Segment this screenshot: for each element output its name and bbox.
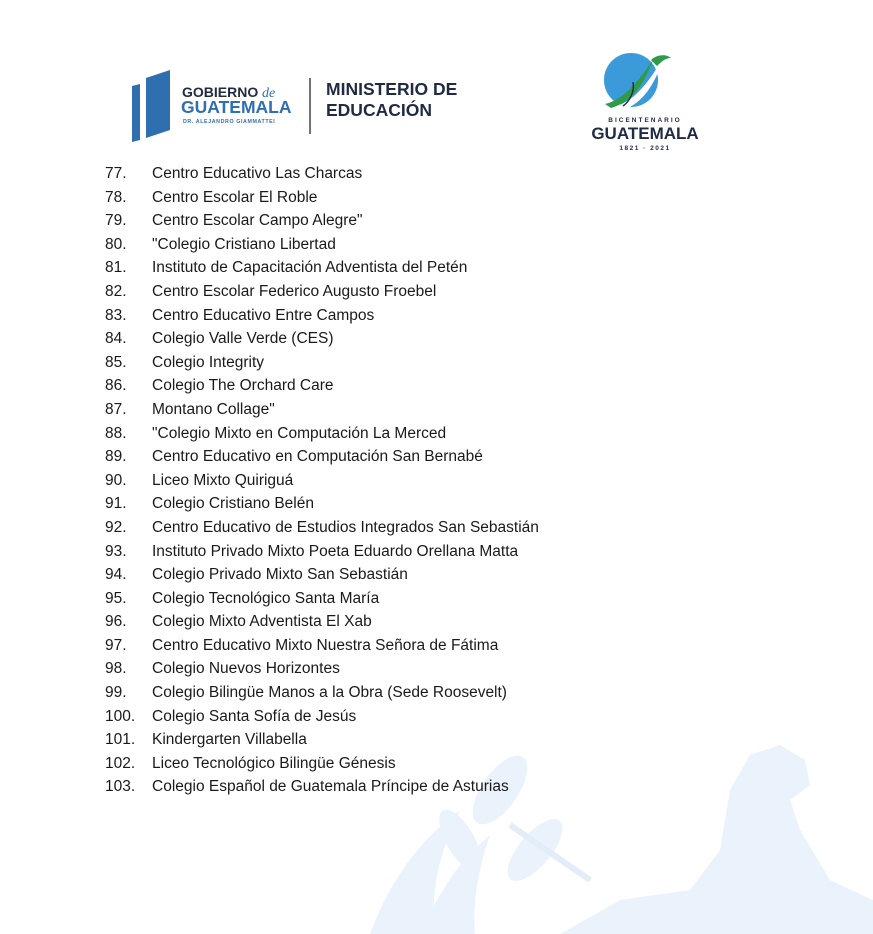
list-item-name: Colegio Privado Mixto San Sebastián bbox=[152, 566, 408, 584]
list-item-number: 85. bbox=[105, 353, 127, 371]
list-item-number: 103. bbox=[105, 778, 136, 796]
list-item-name: Liceo Tecnológico Bilingüe Génesis bbox=[152, 754, 396, 772]
list-item-number: 97. bbox=[105, 636, 127, 654]
list-item-name: Liceo Mixto Quiriguá bbox=[152, 471, 294, 489]
list-item bbox=[0, 469, 873, 493]
list-item-name: Centro Escolar El Roble bbox=[152, 188, 318, 206]
bicentenario-label: BICENTENARIO bbox=[608, 117, 682, 124]
list-item bbox=[0, 563, 873, 587]
list-item bbox=[0, 752, 873, 776]
list-item-name: Instituto Privado Mixto Poeta Eduardo Orellana Matta bbox=[152, 542, 519, 560]
list-item-name: Colegio Valle Verde (CES) bbox=[152, 330, 334, 348]
list-item bbox=[0, 705, 873, 729]
list-item-number: 83. bbox=[105, 306, 127, 324]
list-item bbox=[0, 516, 873, 540]
list-item bbox=[0, 492, 873, 516]
list-item-name: Instituto de Capacitación Adventista del Petén bbox=[152, 259, 468, 277]
list-item bbox=[0, 233, 873, 257]
list-item bbox=[0, 398, 873, 422]
list-item-number: 88. bbox=[105, 424, 127, 442]
list-item-number: 92. bbox=[105, 518, 127, 536]
list-item bbox=[0, 587, 873, 611]
guatemala-title: GUATEMALA bbox=[181, 97, 292, 117]
list-item-number: 100. bbox=[105, 707, 136, 725]
bicentenario-years: 1821 · 2021 bbox=[619, 145, 671, 152]
list-item bbox=[0, 657, 873, 681]
list-item bbox=[0, 374, 873, 398]
list-item-name: Colegio The Orchard Care bbox=[152, 377, 334, 395]
list-item-name: Colegio Santa Sofía de Jesús bbox=[152, 707, 357, 725]
list-item-number: 91. bbox=[105, 495, 127, 513]
list-item bbox=[0, 728, 873, 752]
list-item-name: Montano Collage" bbox=[152, 400, 275, 418]
list-item bbox=[0, 280, 873, 304]
list-item bbox=[0, 681, 873, 705]
list-item-name: Colegio Español de Guatemala Príncipe de Asturias bbox=[152, 778, 509, 796]
list-item-name: Colegio Bilingüe Manos a la Obra (Sede Roosevelt) bbox=[152, 684, 507, 702]
list-item-name: Centro Educativo Entre Campos bbox=[152, 306, 375, 324]
bicentenario-country: GUATEMALA bbox=[591, 124, 699, 143]
list-item bbox=[0, 209, 873, 233]
list-item-number: 93. bbox=[105, 542, 127, 560]
list-item bbox=[0, 445, 873, 469]
list-item-number: 84. bbox=[105, 330, 127, 348]
ministerio-educacion-logo bbox=[128, 68, 498, 144]
list-item-number: 82. bbox=[105, 282, 127, 300]
list-item-name: Centro Escolar Campo Alegre" bbox=[152, 212, 363, 230]
list-item-number: 96. bbox=[105, 613, 127, 631]
gobierno-flag-icon bbox=[132, 70, 170, 142]
list-item-name: Colegio Nuevos Horizontes bbox=[152, 660, 340, 678]
list-item-name: "Colegio Cristiano Libertad bbox=[152, 235, 336, 253]
list-item bbox=[0, 186, 873, 210]
list-item-number: 102. bbox=[105, 754, 136, 772]
list-item-name: Centro Educativo de Estudios Integrados San Sebastián bbox=[152, 518, 539, 536]
gobierno-de: de bbox=[262, 86, 276, 101]
list-item bbox=[0, 304, 873, 328]
list-item-number: 77. bbox=[105, 165, 127, 182]
list-item-number: 79. bbox=[105, 212, 127, 230]
list-item bbox=[0, 351, 873, 375]
list-item-name: Colegio Integrity bbox=[152, 353, 265, 371]
president-name: DR. ALEJANDRO GIAMMATTEI bbox=[183, 119, 276, 125]
list-item bbox=[0, 540, 873, 564]
list-item-number: 94. bbox=[105, 566, 127, 584]
list-item-name: Colegio Cristiano Belén bbox=[152, 495, 314, 513]
list-item-number: 101. bbox=[105, 731, 136, 749]
list-item bbox=[0, 327, 873, 351]
list-item-number: 87. bbox=[105, 400, 127, 418]
bicentenario-logo bbox=[583, 52, 708, 160]
school-list bbox=[0, 162, 873, 799]
list-item bbox=[0, 610, 873, 634]
document-header bbox=[0, 0, 873, 160]
list-item-name: Kindergarten Villabella bbox=[152, 731, 307, 749]
list-item-name: Centro Educativo Mixto Nuestra Señora de Fátima bbox=[152, 636, 499, 654]
list-item bbox=[0, 634, 873, 658]
list-item-number: 89. bbox=[105, 448, 127, 466]
list-item-number: 90. bbox=[105, 471, 127, 489]
ministry-line-2: EDUCACIÓN bbox=[326, 100, 432, 120]
list-item-number: 81. bbox=[105, 259, 127, 277]
list-item bbox=[0, 162, 873, 186]
ministry-line-1: MINISTERIO DE bbox=[326, 79, 458, 99]
list-item-number: 86. bbox=[105, 377, 127, 395]
list-item bbox=[0, 422, 873, 446]
gobierno-title: GOBIERNO bbox=[182, 84, 259, 100]
list-item-name: Colegio Mixto Adventista El Xab bbox=[152, 613, 372, 631]
list-item-number: 99. bbox=[105, 684, 127, 702]
list-item-number: 78. bbox=[105, 188, 127, 206]
list-item bbox=[0, 256, 873, 280]
list-item-name: Colegio Tecnológico Santa María bbox=[152, 589, 380, 607]
list-item-name: Centro Escolar Federico Augusto Froebel bbox=[152, 282, 437, 300]
list-item-number: 98. bbox=[105, 660, 127, 678]
list-item-name: Centro Educativo en Computación San Bernabé bbox=[152, 448, 483, 466]
list-item-number: 80. bbox=[105, 235, 127, 253]
list-item-name: "Colegio Mixto en Computación La Merced bbox=[152, 424, 447, 442]
list-item-name: Centro Educativo Las Charcas bbox=[152, 165, 363, 182]
list-item-number: 95. bbox=[105, 589, 127, 607]
list-item bbox=[0, 775, 873, 799]
